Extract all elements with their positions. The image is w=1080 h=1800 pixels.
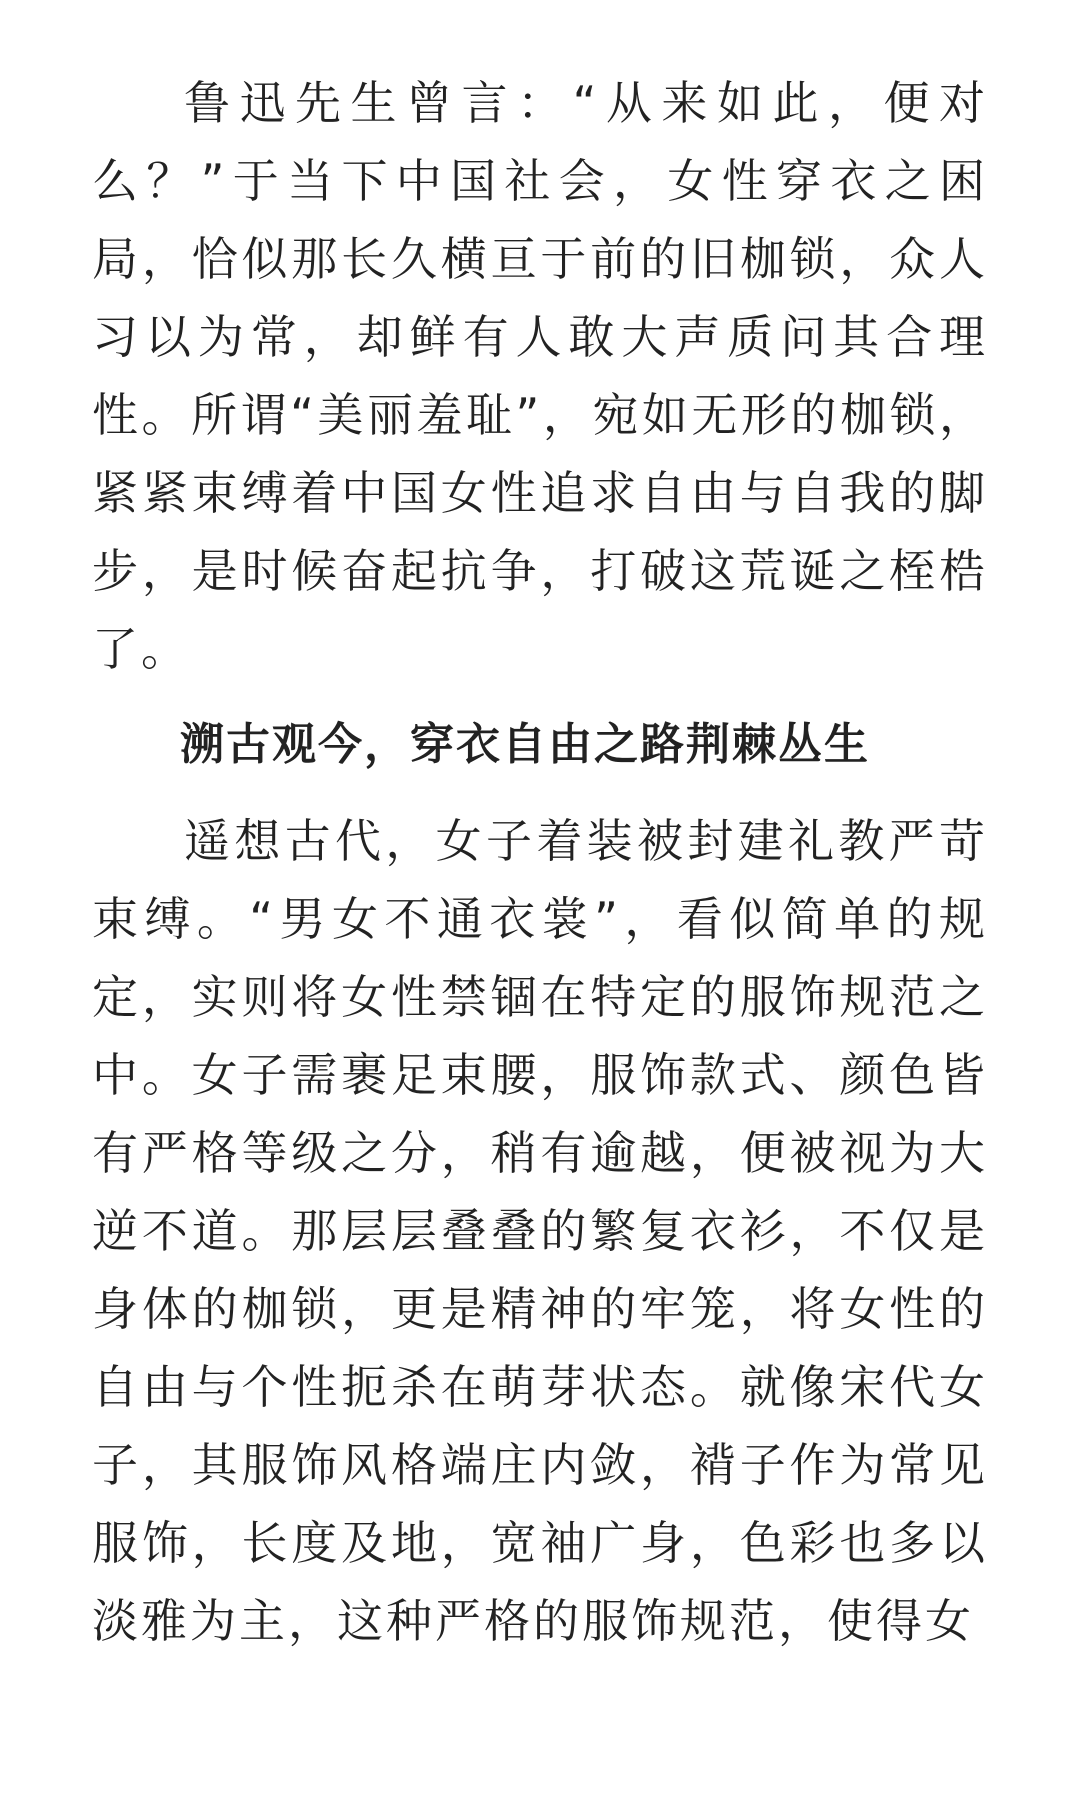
section-heading: 溯古观今，穿衣自由之路荆棘丛生 bbox=[180, 719, 870, 770]
intro-paragraph: 鲁迅先生曾言：“从来如此，便对么？”于当下中国社会，女性穿衣之困局，恰似那长久横亘于前的旧枷锁，众人习以为常，却鲜有人敢大声质问其合理性。所谓“美丽羞耻”，宛如无形的枷锁，紧紧束缚着中国女性追求自由与自我的脚步，是时候奋起抗争，打破这荒诞之桎梏了。 bbox=[92, 76, 988, 676]
history-paragraph: 遥想古代，女子着装被封建礼教严苛束缚。“男女不通衣裳”，看似简单的规定，实则将女性禁锢在特定的服饰规范之中。女子需裹足束腰，服饰款式、颜色皆有严格等级之分，稍有逾越，便被视为大逆不道。那层层叠叠的繁复衣衫，不仅是身体的枷锁，更是精神的牢笼，将女性的自由与个性扼杀在萌芽状态。就像宋代女子，其服饰风格端庄内敛，褙子作为常见服饰，长度及地，宽袖广身，色彩也多以淡雅为主，这种严格的服饰规范，使得女 bbox=[92, 814, 988, 1648]
article-body bbox=[92, 64, 988, 1660]
